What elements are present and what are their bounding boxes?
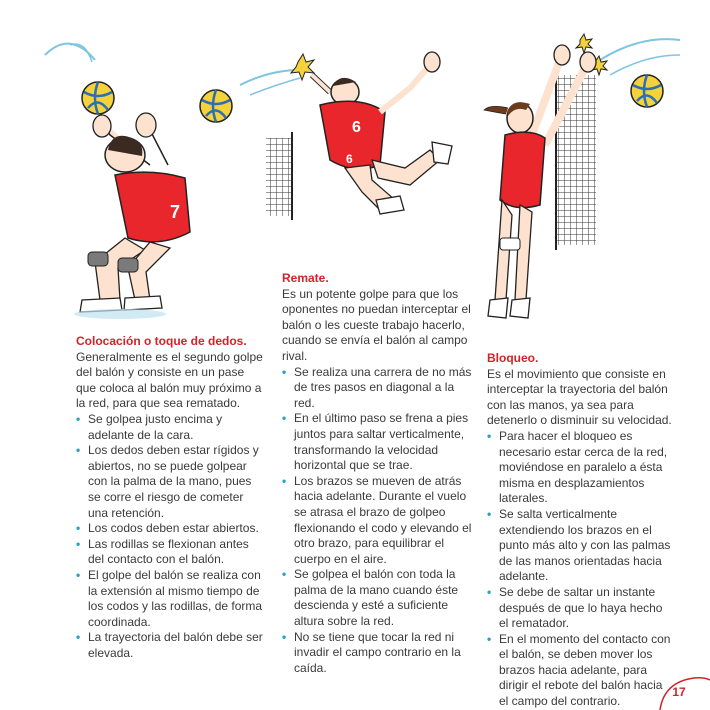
page-number: 17 (672, 685, 686, 699)
bullet-list-remate (282, 365, 474, 677)
section-colocacion (76, 334, 266, 661)
bullet-item: • Se golpea el balón con toda la palma de la mano cuando éste descienda y esté a suficiente altura sobre la red. (282, 567, 474, 629)
spiker-jersey-number-back: 6 (346, 152, 353, 166)
section-intro-colocacion: Generalmente es el segundo golpe del balón y consiste en un pase que coloca al balón muy próximo a la red, para que sea rematado. (76, 349, 263, 411)
volleyball-ball-blocker (631, 75, 663, 107)
bullet-list-bloqueo (487, 429, 675, 710)
bullet-item: • Se salta verticalmente extendiendo los brazos en el punto más alto y con las palmas de las manos orientadas hacia adelante. (487, 507, 675, 585)
bullet-item: • La trayectoria del balón debe ser elevada. (76, 630, 266, 661)
volleyball-ball-setter (82, 82, 114, 114)
net-right (556, 75, 596, 245)
section-remate (282, 271, 474, 676)
bullet-item: • Los brazos se mueven de atrás hacia adelante. Durante el vuelo se atrasa el brazo de golpeo flexionando el codo y elevando el otro brazo, para equilibrar el cuerpo en el aire. (282, 474, 474, 568)
setter-illustration (45, 44, 190, 319)
bullet-item: • El golpe del balón se realiza con la extensión al mismo tiempo de los codos y las rodillas, de forma coordinada. (76, 568, 266, 630)
net-middle (266, 138, 292, 216)
setter-jersey-number: 7 (170, 202, 181, 222)
bullet-item: • En el momento del contacto con el balón, se deben mover los brazos hacia adelante, para dirigir el rebote del balón hacia el campo del contrario. (487, 632, 675, 710)
section-bloqueo (487, 351, 675, 710)
bullet-item: • No se tiene que tocar la red ni invadir el campo contrario en la caída. (282, 630, 474, 677)
volleyball-ball-spiker (200, 90, 232, 122)
blocker-illustration (484, 34, 680, 318)
bullet-item: • Los dedos deben estar rígidos y abiertos, no se puede golpear con la palma de la mano, pues se corre el riesgo de cometer una retención. (76, 443, 266, 521)
section-title-bloqueo: Bloqueo. (487, 351, 539, 365)
bullet-item: • Para hacer el bloqueo es necesario estar cerca de la red, moviéndose en paralelo a ésta misma en desplazamientos laterales. (487, 429, 675, 507)
bullet-item: • Se golpea justo encima y adelante de la cara. (76, 412, 266, 443)
bullet-item: • En el último paso se frena a pies juntos para saltar verticalmente, transformando la velocidad horizontal que se trae. (282, 411, 474, 473)
bullet-item: • Los codos deben estar abiertos. (76, 521, 266, 537)
section-intro-bloqueo: Es el movimiento que consiste en interceptar la trayectoria del balón con las manos, ya sea para detenerlo o disminuir su velocidad. (487, 366, 672, 428)
bullet-item: • Se realiza una carrera de no más de tres pasos en diagonal a la red. (282, 365, 474, 412)
spiker-illustration (200, 52, 452, 220)
section-intro-remate: Es un potente golpe para que los oponentes no puedan interceptar el balón o les cueste trabajo hacerlo, cuando se envía el balón al campo rival. (282, 286, 471, 363)
bullet-list-colocacion (76, 412, 266, 662)
bullet-item: • Las rodillas se flexionan antes del contacto con el balón. (76, 537, 266, 568)
bullet-item: • Se debe de saltar un instante después de que lo haya hecho el rematador. (487, 585, 675, 632)
spiker-jersey-number-front: 6 (352, 119, 361, 136)
section-title-remate: Remate. (282, 271, 329, 285)
section-title-colocacion: Colocación o toque de dedos. (76, 334, 247, 348)
